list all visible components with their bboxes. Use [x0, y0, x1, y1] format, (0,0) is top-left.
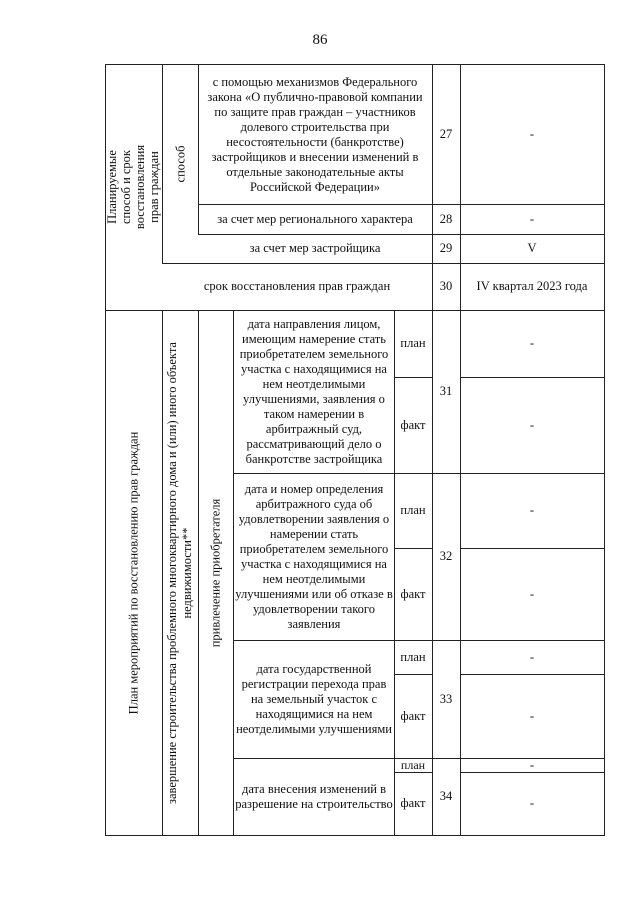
row-33-number: 33 [439, 691, 453, 706]
row-32-text: дата и номер определения арбитражного суда об удовлетворении заявления о намерении стать приобретателем земельного участка с находящимися на нем неотделимыми улучшениями или об отказе в удовлетворении такого заявления [235, 481, 393, 631]
row-34-fact-label: факт [400, 796, 426, 810]
sub-completion-header: завершение строительства проблемного многоквартирного дома и (или) иного объекта недвижимости** [165, 341, 195, 804]
row-34-plan-value: - [529, 757, 535, 772]
row-30-value: IV квартал 2023 года [476, 279, 588, 293]
row-29-text: за счет мер застройщика [249, 241, 381, 255]
row-31-text: дата направления лицом, имеющим намерение стать приобретателем земельного участка с находящимися на нем неотделимыми улучшениями, заявления о таком намерении в арбитражный суд, рассматривающий дело о банкротстве застройщика [239, 316, 389, 466]
row-28-text: за счет мер регионального характера [217, 211, 413, 226]
row-29-value: V [527, 241, 537, 255]
row-27-text: с помощью механизмов Федерального закона «О публично-правовой компании по защите прав граждан – участников долевого строительства при несостоятельности (банкротстве) застройщиков и внесении изменений в отдельные законодательные акты Российской Федерации» [207, 74, 423, 194]
row-32-fact-value: - [529, 586, 535, 601]
row-32-number: 32 [439, 549, 453, 563]
page-number: 86 [312, 32, 328, 48]
row-30-number: 30 [439, 279, 453, 293]
sub-method-header: способ [173, 145, 187, 182]
row-32-plan-value: - [529, 503, 535, 517]
row-30-text: срок восстановления прав граждан [203, 279, 391, 293]
row-28-value: - [529, 211, 535, 226]
row-31-fact-value: - [529, 417, 535, 432]
row-31-plan-label: план [400, 336, 426, 350]
row-27-value: - [529, 126, 535, 141]
row-29-number: 29 [439, 241, 453, 255]
row-32-fact-label: факт [400, 586, 426, 601]
row-34-text: дата внесения изменений в разрешение на строительство [235, 781, 393, 811]
section-plan-header: План мероприятий по восстановлению прав граждан [126, 431, 141, 714]
row-33-plan-label: план [400, 649, 426, 664]
sub-acquirer-header: привлечение приобретателя [208, 498, 223, 647]
row-31-number: 31 [439, 384, 453, 398]
row-32-plan-label: план [400, 503, 426, 517]
row-31-plan-value: - [529, 336, 535, 350]
row-34-fact-value: - [529, 796, 535, 810]
section-restoration-header: Планируемые способ и срок восстановления прав граждан [105, 144, 162, 230]
row-33-fact-value: - [529, 708, 535, 723]
row-34-number: 34 [439, 789, 453, 803]
row-33-plan-value: - [529, 649, 535, 664]
row-28-number: 28 [439, 211, 453, 226]
row-33-text: дата государственной регистрации перехода прав на земельный участок с находящимися на нем неотделимыми улучшениями [236, 661, 392, 736]
row-31-fact-label: факт [400, 417, 426, 432]
row-33-fact-label: факт [400, 708, 426, 723]
row-27-number: 27 [439, 126, 453, 141]
row-34-plan-label: план [400, 757, 426, 772]
